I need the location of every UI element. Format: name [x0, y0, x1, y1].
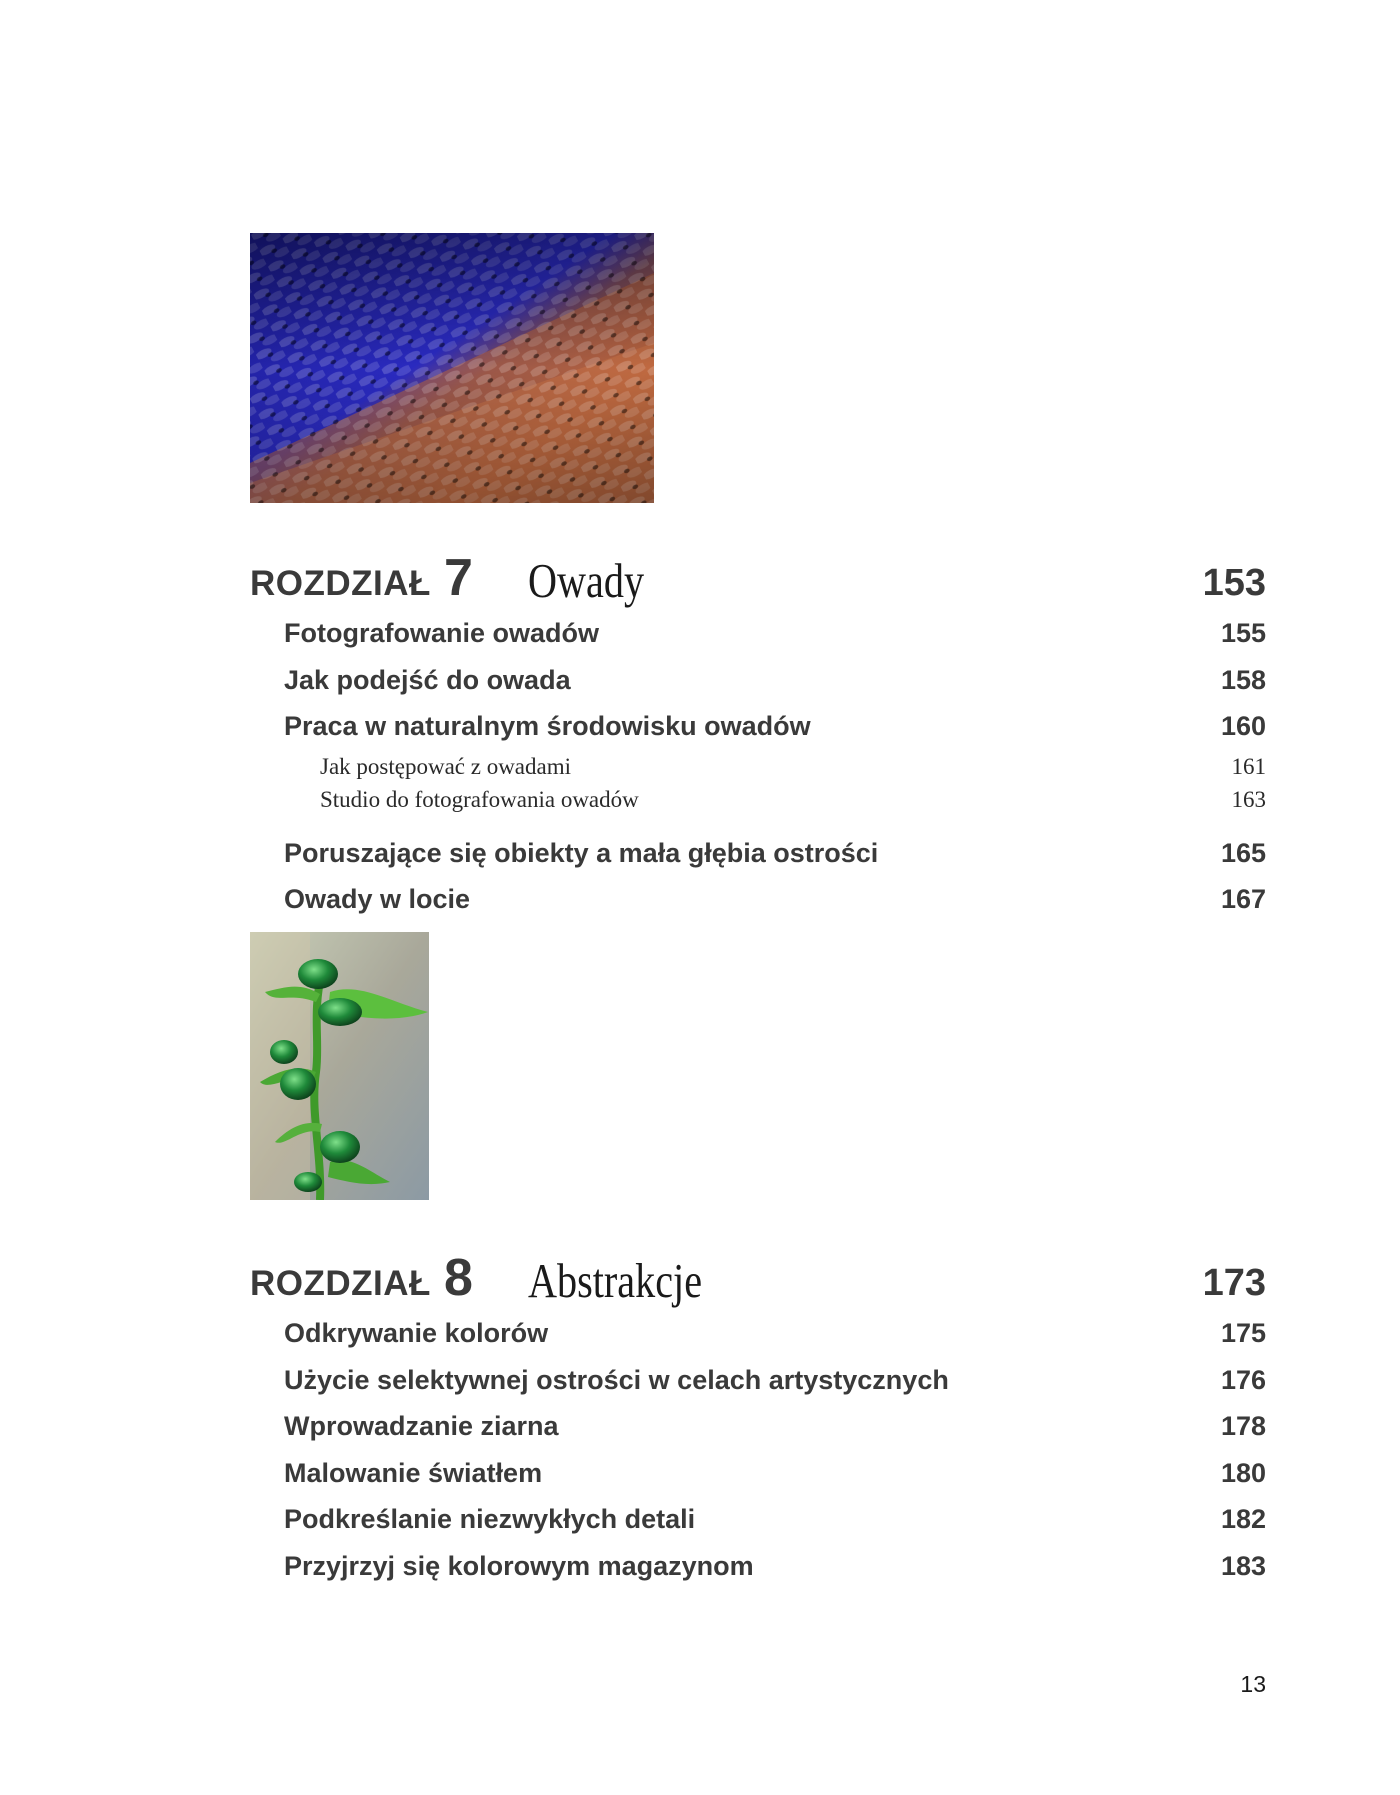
toc-entry-page: 176	[1220, 1364, 1266, 1395]
toc-entry-title: Podkreślanie niezwykłych detali	[284, 1504, 696, 1534]
toc-entry-list	[250, 1310, 1266, 1589]
toc-subentry-title: Jak postępować z owadami	[320, 753, 572, 779]
chapter-label: ROZDZIAŁ	[250, 1264, 431, 1303]
toc-entry-page: 178	[1220, 1411, 1266, 1441]
toc-entry[interactable]	[250, 1496, 1266, 1543]
toc-entry[interactable]	[250, 1357, 1266, 1404]
toc-subentry[interactable]	[250, 783, 1266, 816]
toc-entry[interactable]	[250, 830, 1266, 877]
chapter-title: Abstrakcje	[528, 1253, 703, 1308]
toc-entry-page: 158	[1220, 664, 1266, 695]
toc-subentry-title: Studio do fotografowania owadów	[320, 786, 639, 812]
chapter-7-section	[250, 548, 1266, 923]
chapter-page-number: 153	[1202, 562, 1266, 604]
toc-entry-page: 167	[1220, 884, 1266, 914]
green-beetles-photo	[250, 932, 429, 1200]
toc-entry-title: Praca w naturalnym środowisku owadów	[284, 711, 811, 741]
toc-entry-page: 180	[1220, 1457, 1266, 1488]
toc-entry-title: Odkrywanie kolorów	[284, 1318, 549, 1348]
toc-entry-title: Malowanie światłem	[284, 1457, 543, 1488]
toc-entry-title: Jak podejść do owada	[284, 664, 571, 695]
chapter-number: 8	[444, 1249, 473, 1307]
green-beetles-image	[250, 932, 429, 1200]
toc-entry[interactable]	[250, 610, 1266, 657]
fabric-macro-photo	[250, 233, 654, 503]
toc-entry[interactable]	[250, 1543, 1266, 1590]
toc-entry-title: Wprowadzanie ziarna	[284, 1411, 559, 1441]
toc-entry-page: 183	[1220, 1550, 1266, 1581]
toc-entry[interactable]	[250, 703, 1266, 750]
toc-entry[interactable]	[250, 1310, 1266, 1357]
toc-subentry[interactable]	[250, 750, 1266, 783]
toc-entry-title: Poruszające się obiekty a mała głębia ostrości	[284, 837, 879, 868]
chapter-title: Owady	[528, 553, 645, 608]
toc-entry-page: 160	[1220, 711, 1266, 741]
toc-entry-title: Owady w locie	[284, 884, 471, 914]
toc-subentry-page: 163	[1231, 786, 1266, 812]
page-number: 13	[1240, 1671, 1266, 1697]
toc-entry[interactable]	[250, 876, 1266, 923]
toc-entry-page: 155	[1220, 618, 1266, 648]
toc-entry-title: Fotografowanie owadów	[284, 618, 599, 648]
toc-entry-page: 175	[1220, 1318, 1266, 1348]
chapter-page-number: 173	[1202, 1262, 1266, 1304]
toc-subentry-page: 161	[1231, 753, 1266, 779]
chapter-label: ROZDZIAŁ	[250, 564, 431, 603]
toc-entry[interactable]	[250, 1403, 1266, 1450]
toc-entry-title: Użycie selektywnej ostrości w celach artystycznych	[284, 1364, 949, 1395]
fabric-macro-image	[250, 233, 654, 503]
chapter-heading	[250, 1248, 1266, 1310]
toc-entry[interactable]	[250, 657, 1266, 704]
toc-entry[interactable]	[250, 1450, 1266, 1497]
chapter-heading	[250, 548, 1266, 610]
toc-entry-title: Przyjrzyj się kolorowym magazynom	[284, 1550, 754, 1581]
toc-entry-page: 182	[1220, 1504, 1266, 1534]
chapter-number: 7	[444, 549, 473, 607]
toc-entry-page: 165	[1220, 837, 1266, 868]
toc-entry-list	[250, 610, 1266, 923]
chapter-8-section	[250, 1248, 1266, 1589]
